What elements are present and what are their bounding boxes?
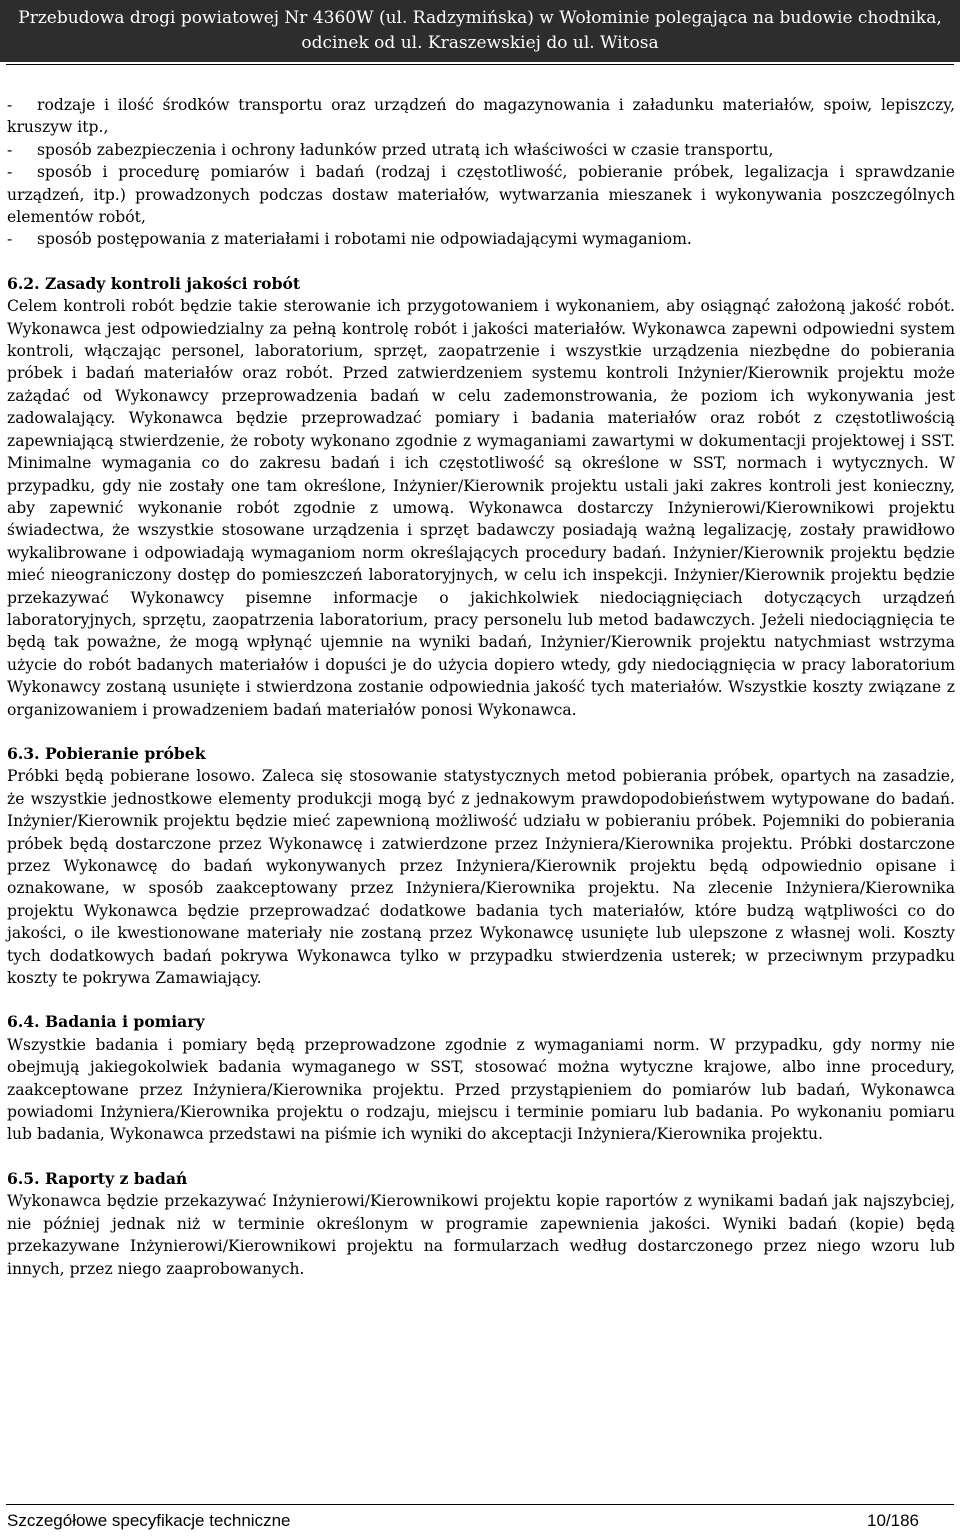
section-paragraph: Próbki będą pobierane losowo. Zaleca się stosowanie statystycznych metod pobierania próbek, opartych na zasadzie, że wszystkie jednostkowe elementy produkcji mogą być z jednakowym prawdopodobieństwem wytypowane do badań. Inżynier/Kierownik projektu będzie mieć zapewnioną możliwość udziału w pobieraniu próbek. Pojemniki do pobierania próbek będą dostarczone przez Wykonawcę i zatwierdzone przez Inżyniera/Kierownika projektu. Próbki dostarczone przez Wykonawcę do badań wykonywanych przez Inżyniera/Kierownik projektu będą odpowiednio opisane i oznakowane, w sposób zaakceptowany przez Inżyniera/Kierownika projektu. Na zlecenie Inżyniera/Kierownika projektu Wykonawca będzie przeprowadzać dodatkowe badania tych materiałów, które budzą wątpliwości co do jakości, o ile kwestionowane materiały nie zostaną przez Wykonawcę usunięte lub ulepszone z własnej woli. Koszty tych dodatkowych badań pokrywa Wykonawca tylko w przypadku stwierdzenia usterek; w przeciwnym przypadku koszty te pokrywa Zamawiający. — [7, 767, 955, 988]
footer-divider — [6, 1504, 954, 1505]
spacer — [7, 251, 955, 273]
list-dash: - — [7, 96, 13, 114]
intro-list — [7, 94, 955, 251]
section-sampling — [7, 743, 955, 989]
list-item-text: sposób zabezpieczenia i ochrony ładunków przed utratą ich właściwości w czasie transportu, — [37, 140, 774, 159]
document-body — [7, 94, 955, 1280]
list-item — [7, 139, 955, 161]
section-heading: 6.4. Badania i pomiary — [7, 1012, 205, 1032]
header-divider — [6, 64, 954, 65]
section-heading: 6.5. Raporty z badań — [7, 1168, 188, 1188]
spacer — [7, 721, 955, 743]
list-item — [7, 161, 955, 228]
page-number: 10/186 — [867, 1511, 919, 1530]
page-footer — [7, 1510, 919, 1532]
section-paragraph: Wszystkie badania i pomiary będą przeprowadzone zgodnie z wymaganiami norm. W przypadku, gdy normy nie obejmują jakiegokolwiek badania wymaganego w SST, stosować można wytyczne krajowe, albo inne procedury, zaakceptowane przez Inżyniera/Kierownika projektu. Przed przystąpieniem do pomiarów lub badań, Wykonawca powiadomi Inżyniera/Kierownika projektu o rodzaju, miejscu i terminie pomiaru lub badania. Po wykonaniu pomiaru lub badania, Wykonawca przedstawi na piśmie ich wyniki do akceptacji Inżyniera/Kierownika projektu. — [7, 1035, 955, 1144]
section-tests-measurements — [7, 1011, 955, 1145]
list-item — [7, 228, 955, 250]
section-heading: 6.3. Pobieranie próbek — [7, 743, 206, 763]
list-item-text: sposób postępowania z materiałami i robotami nie odpowiadającymi wymaganiom. — [37, 230, 692, 249]
header-title-line-1: Przebudowa drogi powiatowej Nr 4360W (ul. Radzymińska) w Wołominie polegająca na budowie chodnika, — [18, 8, 942, 28]
header-title-line-2: odcinek od ul. Kraszewskiej do ul. Witosa — [301, 33, 659, 53]
section-paragraph: Wykonawca będzie przekazywać Inżynierowi/Kierownikowi projektu kopie raportów z wynikami badań jak najszybciej, nie później jednak niż w terminie określonym w programie zapewnienia jakości. Wyniki badań (kopie) będą przekazywane Inżynierowi/Kierownikowi projektu na formularzach według dostarczonego przez niego wzoru lub innych, przez niego zaaprobowanych. — [7, 1192, 955, 1278]
section-paragraph: Celem kontroli robót będzie takie sterowanie ich przygotowaniem i wykonaniem, aby osiągnąć założoną jakość robót. Wykonawca jest odpowiedzialny za pełną kontrolę robót i jakości materiałów. Wykonawca zapewni odpowiedni system kontroli, włączając personel, laboratorium, sprzęt, zaopatrzenie i wszystkie urządzenia niezbędne do pobierania próbek i badań materiałów oraz robót. Przed zatwierdzeniem systemu kontroli Inżynier/Kierownik projektu może zażądać od Wykonawcy przeprowadzenia badań w celu zademonstrowania, że poziom ich wykonywania jest zadowalający. Wykonawca będzie przeprowadzać pomiary i badania materiałów oraz robót z częstotliwością zapewniającą stwierdzenie, że roboty wykonano zgodnie z wymaganiami zawartymi w dokumentacji projektowej i SST. Minimalne wymagania co do zakresu badań i ich częstotliwość są określone w SST, normach i wytycznych. W przypadku, gdy nie zostały one tam określone, Inżynier/Kierownik projektu ustali jaki zakres kontroli jest konieczny, aby zapewnić wykonanie robót zgodnie z umową. Wykonawca dostarczy Inżynierowi/Kierownikowi projektu świadectwa, że wszystkie stosowane urządzenia i sprzęt badawczy posiadają ważną legalizację, zostały prawidłowo wykalibrowane i odpowiadają wymaganiom norm określających procedury badań. Inżynier/Kierownik projektu będzie mieć nieograniczony dostęp do pomieszczeń laboratoryjnych, w celu ich inspekcji. Inżynier/Kierownik projektu będzie przekazywać Wykonawcy pisemne informacje o jakichkolwiek niedociągnięciach dotyczących urządzeń laboratoryjnych, sprzętu, zaopatrzenia laboratorium, pracy personelu lub metod badawczych. Jeżeli niedociągnięcia te będą tak poważne, że mogą wpłynąć ujemnie na wyniki badań, Inżynier/Kierownik projektu natychmiast wstrzyma użycie do robót badanych materiałów i dopuści je do użycia dopiero wtedy, gdy niedociągnięcia w pracy laboratorium Wykonawcy zostaną usunięte i stwierdzona zostanie odpowiednia jakość tych materiałów. Wszystkie koszty związane z organizowaniem i prowadzeniem badań materiałów ponosi Wykonawca. — [7, 297, 955, 719]
list-dash: - — [7, 140, 13, 159]
list-dash: - — [7, 163, 13, 182]
section-heading: 6.2. Zasady kontroli jakości robót — [7, 273, 301, 293]
list-item-text: sposób i procedurę pomiarów i badań (rodzaj i częstotliwość, pobieranie próbek, legalizacja i sprawdzanie urządzeń, itp.) prowadzonych podczas dostaw materiałów, wytwarzania mieszanek i wykonywania poszczególnych elementów robót, — [7, 163, 955, 227]
list-item — [7, 94, 955, 139]
list-dash: - — [7, 230, 13, 249]
section-quality-control — [7, 273, 955, 721]
page-header — [0, 0, 960, 62]
list-item-text: rodzaje i ilość środków transportu oraz urządzeń do magazynowania i załadunku materiałów, spoiw, lepiszczy, kruszyw itp., — [7, 96, 955, 137]
footer-document-title: Szczegółowe specyfikacje techniczne — [7, 1511, 291, 1530]
spacer — [7, 1146, 955, 1168]
section-test-reports — [7, 1168, 955, 1280]
spacer — [7, 989, 955, 1011]
